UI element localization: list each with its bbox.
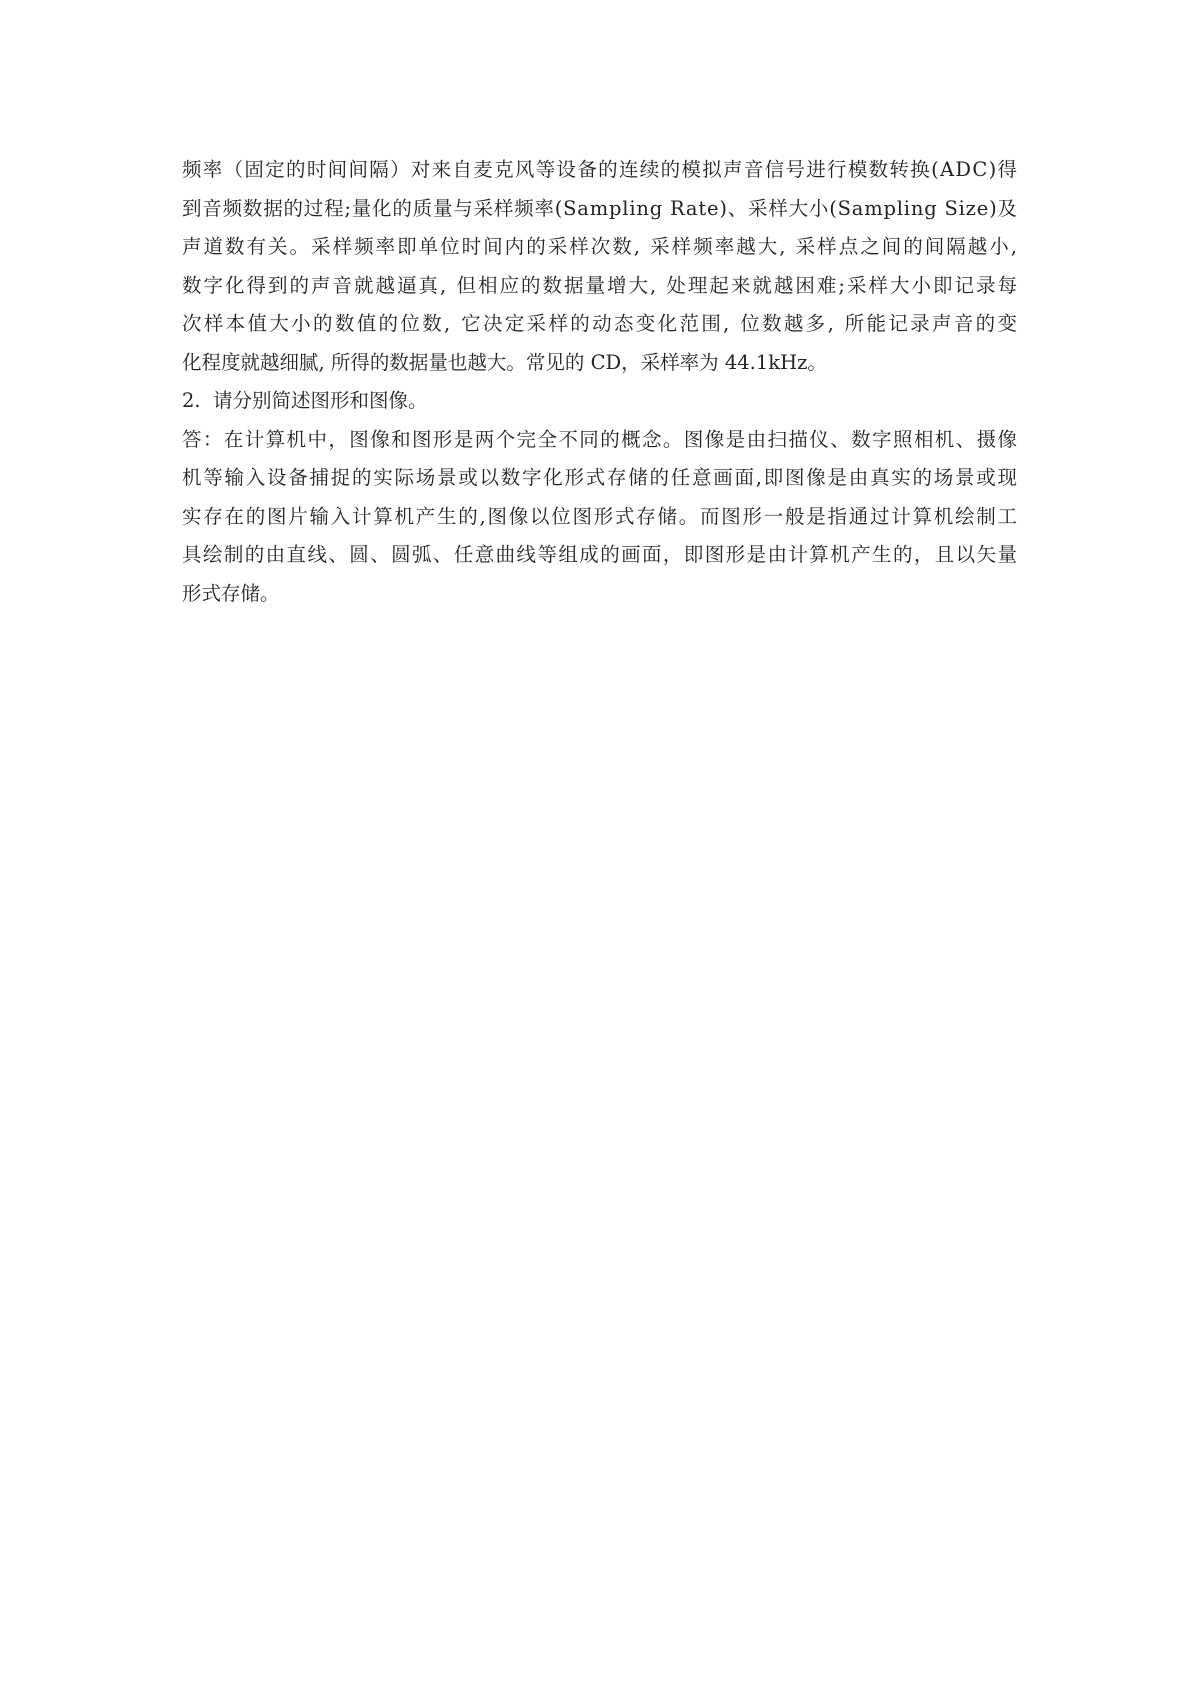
line-text: 化程度就越细腻, 所得的数据量也越大。常见的 CD，采样率为 44.1kHz。 [182, 350, 827, 374]
paragraph-sampling-explanation [182, 151, 1020, 382]
paragraph-answer [182, 421, 1017, 614]
question-heading [182, 382, 1017, 421]
line-text: 声道数有关。采样频率即单位时间内的采样次数, 采样频率越大, 采样点之间的间隔越小, [182, 235, 1019, 258]
line-text: 形式存储。 [182, 581, 280, 605]
line-text: 实存在的图片输入计算机产生的,图像以位图形式存储。而图形一般是指通过计算机绘制工 [182, 504, 1019, 528]
line-text: 到音频数据的过程;量化的质量与采样频率(Sampling Rate)、采样大小(Sampling Size)及 [182, 196, 1018, 220]
text-line [182, 459, 1017, 498]
text-line [182, 190, 1017, 229]
text-line [182, 421, 1017, 460]
text-line [182, 228, 1017, 267]
question-text: 2. 请分别简述图形和图像。 [182, 389, 428, 412]
text-line [182, 344, 1017, 383]
text-line [182, 267, 1017, 306]
text-line [182, 151, 1017, 190]
line-text: 具绘制的由直线、圆、圆弧、任意曲线等组成的画面，即图形是由计算机产生的，且以矢量 [182, 543, 1019, 566]
text-line [182, 536, 1017, 575]
line-text: 数字化得到的声音就越逼真, 但相应的数据量增大, 处理起来就越困难;采样大小即记录每 [182, 273, 1019, 297]
text-line [182, 575, 1017, 614]
line-text: 次样本值大小的数值的位数, 它决定采样的动态变化范围, 位数越多, 所能记录声音的变 [182, 312, 1020, 335]
line-text: 频率（固定的时间间隔）对来自麦克风等设备的连续的模拟声音信号进行模数转换(ADC)得 [182, 158, 1019, 181]
text-line [182, 305, 1020, 344]
text-line [182, 498, 1017, 537]
document-body [182, 151, 1020, 613]
text-line [182, 382, 1017, 421]
line-text: 机等输入设备捕捉的实际场景或以数字化形式存储的任意画面,即图像是由真实的场景或现 [182, 466, 1019, 489]
line-text: 答：在计算机中，图像和图形是两个完全不同的概念。图像是由扫描仪、数字照相机、摄像 [182, 427, 1019, 451]
